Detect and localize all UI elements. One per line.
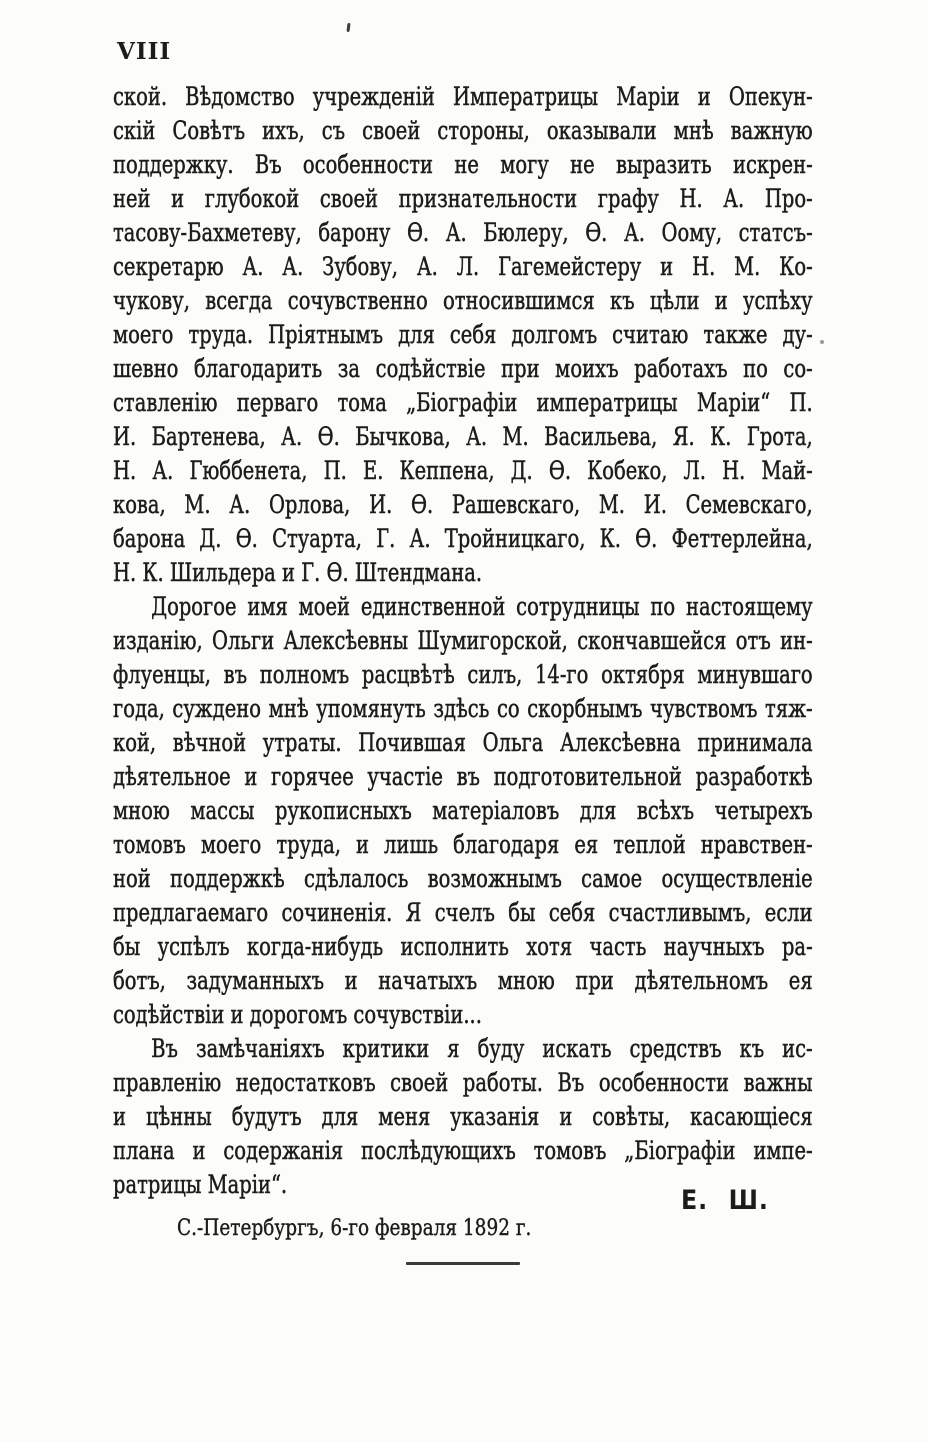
text-line: бы успѣлъ когда-нибудь исполнить хотя часть научныхъ ра- (113, 932, 813, 961)
text-line: тасову-Бахметеву, барону Ѳ. А. Бюлеру, Ѳ. А. Оому, статсъ- (113, 218, 813, 247)
ink-speck (820, 340, 824, 344)
text-line: ратрицы Маріи“. (113, 1170, 288, 1199)
page-number: VIII (117, 38, 172, 65)
text-line: плана и содержанія послѣдующихъ томовъ „Біографіи импе- (113, 1136, 813, 1165)
ink-speck (346, 23, 350, 32)
text-line: томовъ моего труда, и лишь благодаря ея теплой нравствен- (113, 830, 813, 859)
text-line: содѣйствіи и дорогомъ сочувствіи... (113, 1000, 482, 1029)
preface-text (113, 80, 813, 1202)
text-line: шевно благодарить за содѣйствіе при моихъ работахъ по со- (113, 354, 813, 383)
text-line: изданію, Ольги Алексѣевны Шумигорской, скончавшейся отъ ин- (113, 626, 813, 655)
paragraph (113, 590, 813, 1032)
text-line: ней и глубокой своей признательности графу Н. А. Про- (113, 184, 813, 213)
text-line: мною массы рукописныхъ матеріаловъ для всѣхъ четырехъ (113, 796, 813, 825)
text-line: ской. Вѣдомство учрежденій Императрицы Маріи и Опекун- (113, 82, 813, 111)
section-divider-rule (406, 1262, 520, 1265)
text-line: Н. К. Шильдера и Г. Ѳ. Штендмана. (113, 558, 483, 587)
text-line: ной поддержкѣ сдѣлалось возможнымъ самое осуществленіе (113, 864, 813, 893)
text-line: И. Бартенева, А. Ѳ. Бычкова, А. М. Васильева, Я. К. Грота, (113, 422, 813, 451)
text-line: года, суждено мнѣ упомянуть здѣсь со скорбнымъ чувствомъ тяж- (113, 694, 813, 723)
text-line: правленію недостатковъ своей работы. Въ особенности важны (113, 1068, 813, 1097)
author-initials: Е. Ш. (681, 1185, 769, 1216)
text-line: кой, вѣчной утраты. Почившая Ольга Алексѣевна принимала (113, 728, 813, 757)
text-line: предлагаемаго сочиненія. Я счелъ бы себя счастливымъ, если (113, 898, 813, 927)
text-line: ставленію перваго тома „Біографіи императрицы Маріи“ П. (113, 388, 813, 417)
dateline: С.-Петербургъ, 6-го февраля 1892 г. (177, 1216, 532, 1241)
text-line: секретарю А. А. Зубову, А. Л. Гагемейстеру и Н. М. Ко- (113, 252, 813, 281)
text-line: скій Совѣтъ ихъ, съ своей стороны, оказывали мнѣ важную (113, 116, 813, 145)
text-line: Н. А. Гюббенета, П. Е. Кеппена, Д. Ѳ. Кобеко, Л. Н. Май- (113, 456, 813, 485)
text-line: Дорогое имя моей единственной сотрудницы по настоящему (151, 592, 813, 621)
paragraph (113, 80, 813, 590)
paragraph (113, 1032, 813, 1202)
text-line: барона Д. Ѳ. Стуарта, Г. А. Тройницкаго, К. Ѳ. Феттерлейна, (113, 524, 813, 553)
text-line: Въ замѣчаніяхъ критики я буду искать средствъ къ ис- (151, 1034, 813, 1063)
text-line: чукову, всегда сочувственно относившимся къ цѣли и успѣху (113, 286, 813, 315)
text-line: флуенцы, въ полномъ расцвѣтѣ силъ, 14-го октября минувшаго (113, 660, 813, 689)
text-line: ботъ, задуманныхъ и начатыхъ мною при дѣятельномъ ея (113, 966, 813, 995)
text-line: кова, М. А. Орлова, И. Ѳ. Рашевскаго, М. И. Семевскаго, (113, 490, 813, 519)
text-line: моего труда. Пріятнымъ для себя долгомъ считаю также ду- (113, 320, 813, 349)
text-line: поддержку. Въ особенности не могу не выразить искрен- (113, 150, 813, 179)
text-line: дѣятельное и горячее участіе въ подготовительной разработкѣ (113, 762, 813, 791)
text-line: и цѣнны будутъ для меня указанія и совѣты, касающіеся (113, 1102, 813, 1131)
